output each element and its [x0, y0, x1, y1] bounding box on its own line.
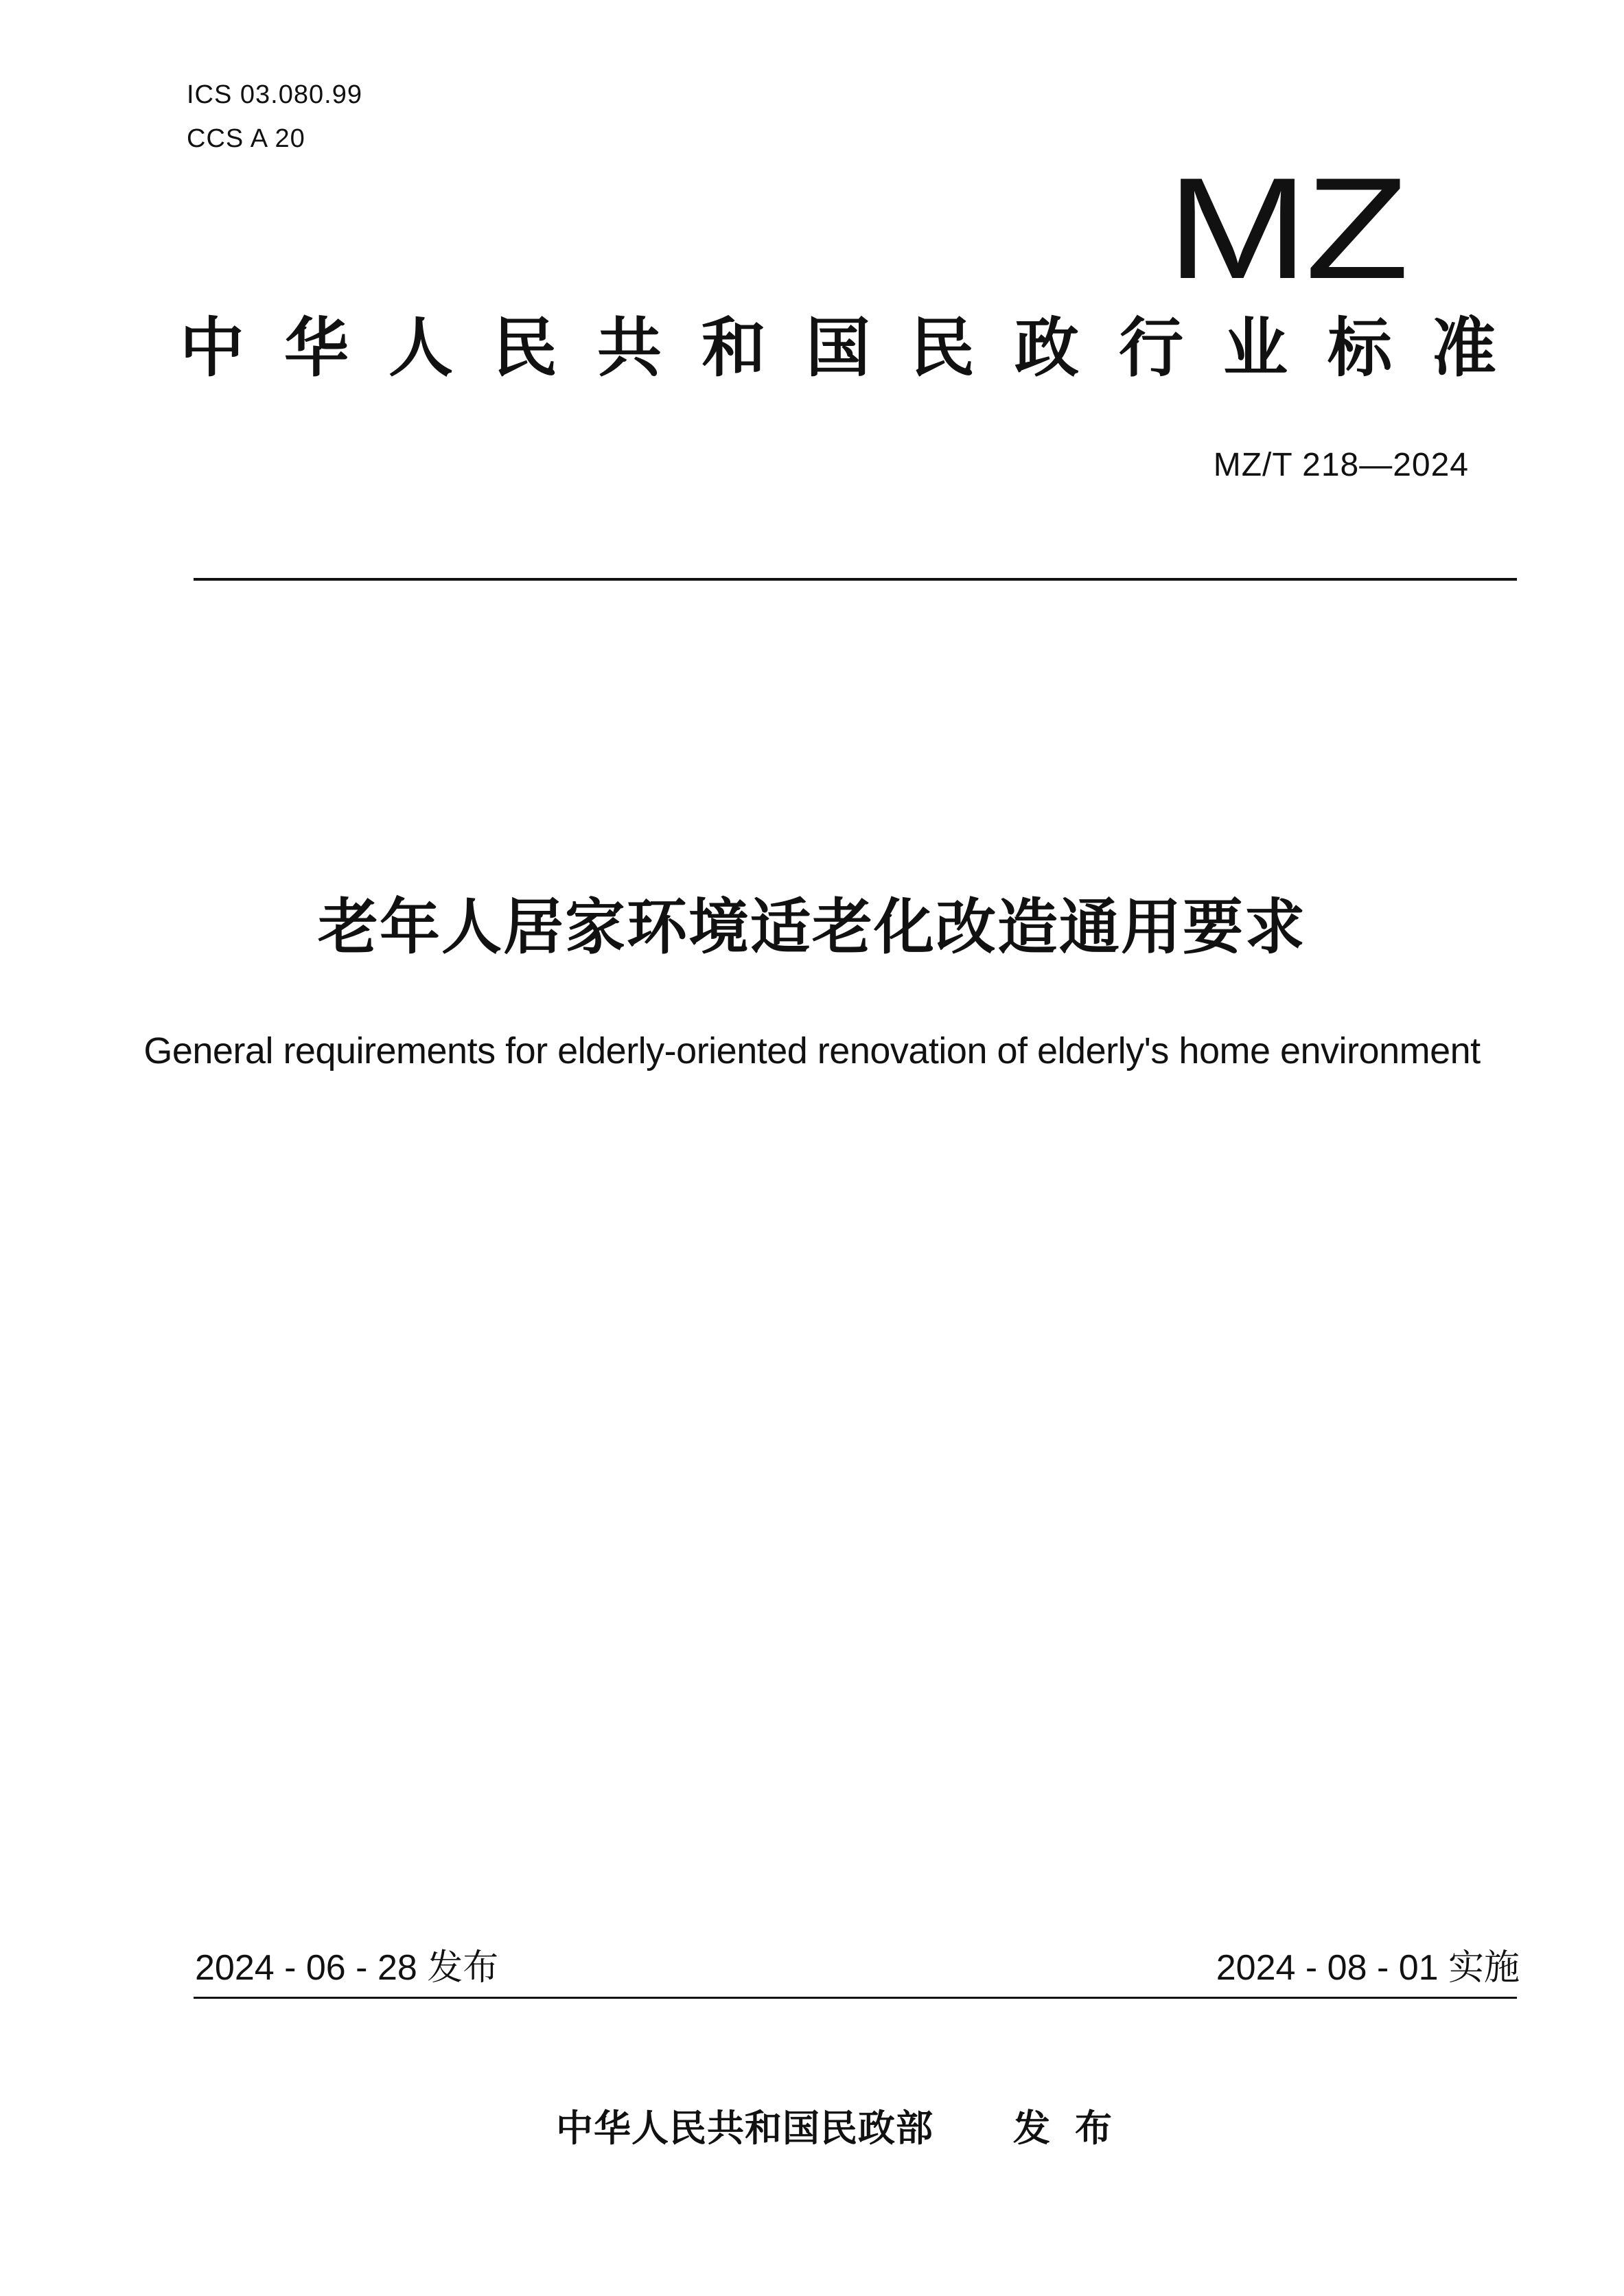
issue-label: 发布 — [1013, 2107, 1137, 2150]
document-title-english: General requirements for elderly-oriented renovation of elderly's home environment — [143, 1030, 1481, 1071]
publish-date: 2024 - 06 - 28 发布 — [195, 1948, 499, 1988]
issuing-authority: 中华人民共和国民政部 — [556, 2107, 933, 2150]
ics-code: ICS 03.080.99 — [187, 80, 362, 109]
standard-code: MZ/T 218—2024 — [1213, 447, 1469, 483]
bottom-divider — [194, 1997, 1517, 1999]
implement-date: 2024 - 08 - 01 实施 — [1216, 1948, 1520, 1988]
ccs-code: CCS A 20 — [187, 124, 305, 153]
top-divider — [194, 578, 1517, 581]
mz-logo: MZ — [1166, 148, 1406, 309]
standard-title: 中华人民共和国民政行业标准 — [180, 311, 1537, 386]
document-title-chinese: 老年人居家环境适老化改造通用要求 — [317, 892, 1306, 962]
